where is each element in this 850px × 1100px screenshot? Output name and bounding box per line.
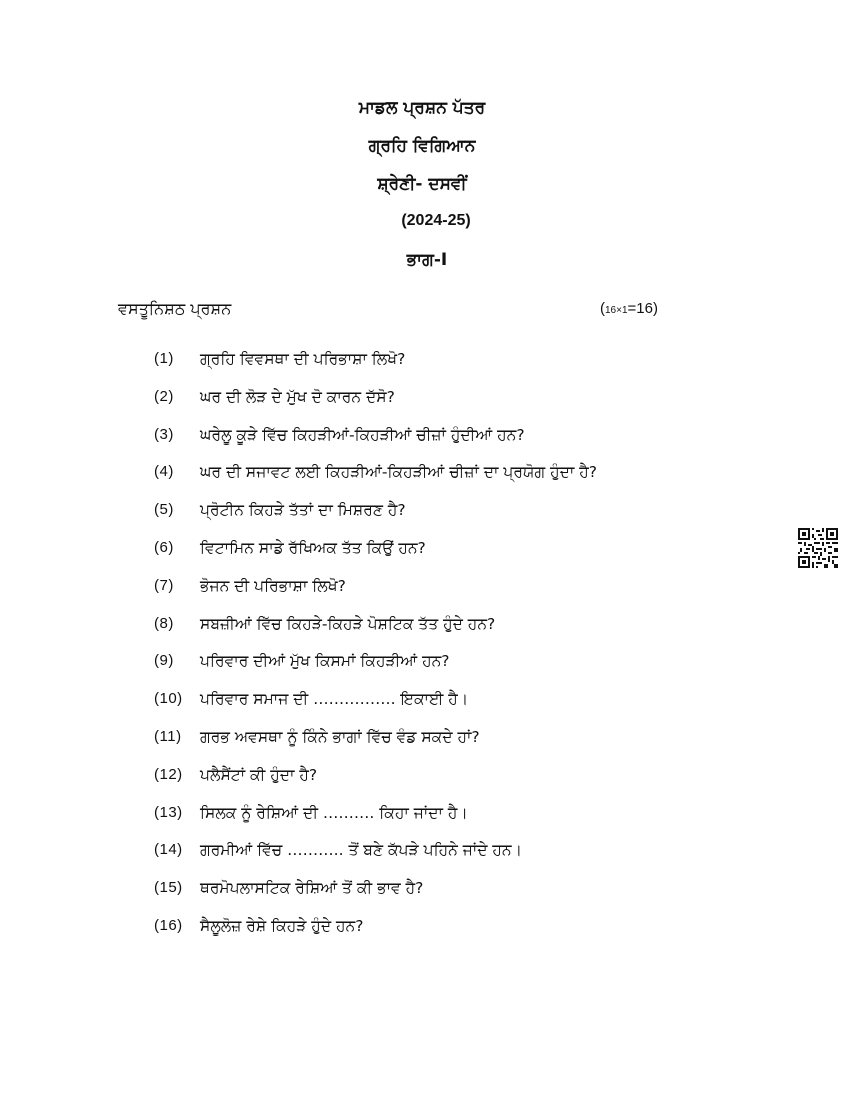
section-title: ਵਸਤੂਨਿਸ਼ਠ ਪ੍ਰਸ਼ਨ xyxy=(118,299,232,318)
subject-title: ਗ੍ਰਹਿ ਵਿਗਿਆਨ xyxy=(368,136,476,156)
question-item xyxy=(154,615,597,653)
question-item xyxy=(154,690,597,728)
session-year: (2024-25) xyxy=(401,212,471,229)
question-item xyxy=(154,577,597,615)
question-text: ਪ੍ਰੋਟੀਨ ਕਿਹੜੇ ਤੱਤਾਂ ਦਾ ਮਿਸ਼ਰਣ ਹੈ? xyxy=(200,501,406,520)
question-number: (16) xyxy=(154,916,183,934)
question-number: (4) xyxy=(154,463,174,481)
question-item xyxy=(154,652,597,690)
question-item xyxy=(154,728,597,766)
question-item xyxy=(154,501,597,539)
question-item xyxy=(154,766,597,804)
question-item xyxy=(154,350,597,388)
question-item xyxy=(154,388,597,426)
qr-code-icon xyxy=(798,528,838,568)
question-text: ਘਰ ਦੀ ਸਜਾਵਟ ਲਈ ਕਿਹੜੀਆਂ-ਕਿਹੜੀਆਂ ਚੀਜ਼ਾਂ ਦਾ ਪ੍ਰਯੋਗ ਹੁੰਦਾ ਹੈ? xyxy=(200,463,597,482)
question-number: (3) xyxy=(154,425,174,443)
question-list xyxy=(154,350,597,955)
question-item xyxy=(154,841,597,879)
question-number: (15) xyxy=(154,879,183,897)
marks-multiplier: 16×1 xyxy=(605,305,628,316)
question-text: ਸੈਲੂਲੋਜ਼ ਰੇਸ਼ੇ ਕਿਹੜੇ ਹੁੰਦੇ ਹਨ? xyxy=(200,916,364,935)
question-number: (14) xyxy=(154,841,183,859)
question-text: ਥਰਮੋਪਲਾਸਟਿਕ ਰੇਸ਼ਿਆਂ ਤੋਂ ਕੀ ਭਾਵ ਹੈ? xyxy=(200,879,424,898)
question-text: ਗਰਮੀਆਂ ਵਿੱਚ ……….. ਤੋਂ ਬਣੇ ਕੱਪੜੇ ਪਹਿਨੇ ਜਾਂਦੇ ਹਨ। xyxy=(200,841,523,860)
marks-open: ( xyxy=(600,300,605,317)
question-text: ਭੋਜਨ ਦੀ ਪਰਿਭਾਸ਼ਾ ਲਿਖੋ? xyxy=(200,576,346,595)
question-number: (8) xyxy=(154,614,174,632)
question-number: (1) xyxy=(154,350,174,367)
question-number: (10) xyxy=(154,690,183,708)
part-title: ਭਾਗ-I xyxy=(406,250,448,270)
question-text: ਗ੍ਰਹਿ ਵਿਵਸਥਾ ਦੀ ਪਰਿਭਾਸ਼ਾ ਲਿਖੋ? xyxy=(200,350,406,368)
question-number: (11) xyxy=(154,727,182,745)
question-number: (6) xyxy=(154,538,174,556)
paper-title: ਮਾਡਲ ਪ੍ਰਸ਼ਨ ਪੱਤਰ xyxy=(358,98,486,118)
question-number: (7) xyxy=(154,576,174,594)
question-text: ਪਰਿਵਾਰ ਸਮਾਜ ਦੀ ……………. ਇਕਾਈ ਹੈ। xyxy=(200,690,469,709)
question-number: (13) xyxy=(154,803,183,821)
question-number: (12) xyxy=(154,765,183,783)
question-text: ਸਬਜ਼ੀਆਂ ਵਿੱਚ ਕਿਹੜੇ-ਕਿਹੜੇ ਪੋਸ਼ਟਿਕ ਤੱਤ ਹੁੰਦੇ ਹਨ? xyxy=(200,614,496,633)
question-text: ਗਰਭ ਅਵਸਥਾ ਨੂੰ ਕਿੰਨੇ ਭਾਗਾਂ ਵਿੱਚ ਵੰਡ ਸਕਦੇ ਹਾਂ? xyxy=(200,727,480,746)
question-text: ਪਲੈਸੈਂਟਾਂ ਕੀ ਹੁੰਦਾ ਹੈ? xyxy=(200,765,318,784)
question-number: (2) xyxy=(154,387,174,405)
question-text: ਸਿਲਕ ਨੂੰ ਰੇਸ਼ਿਆਂ ਦੀ ………. ਕਿਹਾ ਜਾਂਦਾ ਹੈ। xyxy=(200,803,468,822)
question-text: ਪਰਿਵਾਰ ਦੀਆਂ ਮੁੱਖ ਕਿਸਮਾਂ ਕਿਹੜੀਆਂ ਹਨ? xyxy=(200,652,450,671)
question-item xyxy=(154,917,597,955)
question-item xyxy=(154,879,597,917)
question-item xyxy=(154,426,597,464)
marks-total: =16) xyxy=(627,300,658,317)
section-marks xyxy=(600,300,658,317)
question-text: ਘਰੇਲੂ ਕੂੜੇ ਵਿੱਚ ਕਿਹੜੀਆਂ-ਕਿਹੜੀਆਂ ਚੀਜ਼ਾਂ ਹੁੰਦੀਆਂ ਹਨ? xyxy=(200,425,525,444)
question-number: (9) xyxy=(154,652,174,670)
question-item xyxy=(154,804,597,842)
question-item xyxy=(154,463,597,501)
question-number: (5) xyxy=(154,501,174,519)
question-text: ਘਰ ਦੀ ਲੋੜ ਦੇ ਮੁੱਖ ਦੋ ਕਾਰਨ ਦੱਸੋ? xyxy=(200,387,395,406)
class-title: ਸ਼੍ਰੇਣੀ- ਦਸਵੀਂ xyxy=(377,174,467,194)
question-text: ਵਿਟਾਮਿਨ ਸਾਡੇ ਰੱਖਿਅਕ ਤੱਤ ਕਿਉਂ ਹਨ? xyxy=(200,538,426,557)
question-item xyxy=(154,539,597,577)
